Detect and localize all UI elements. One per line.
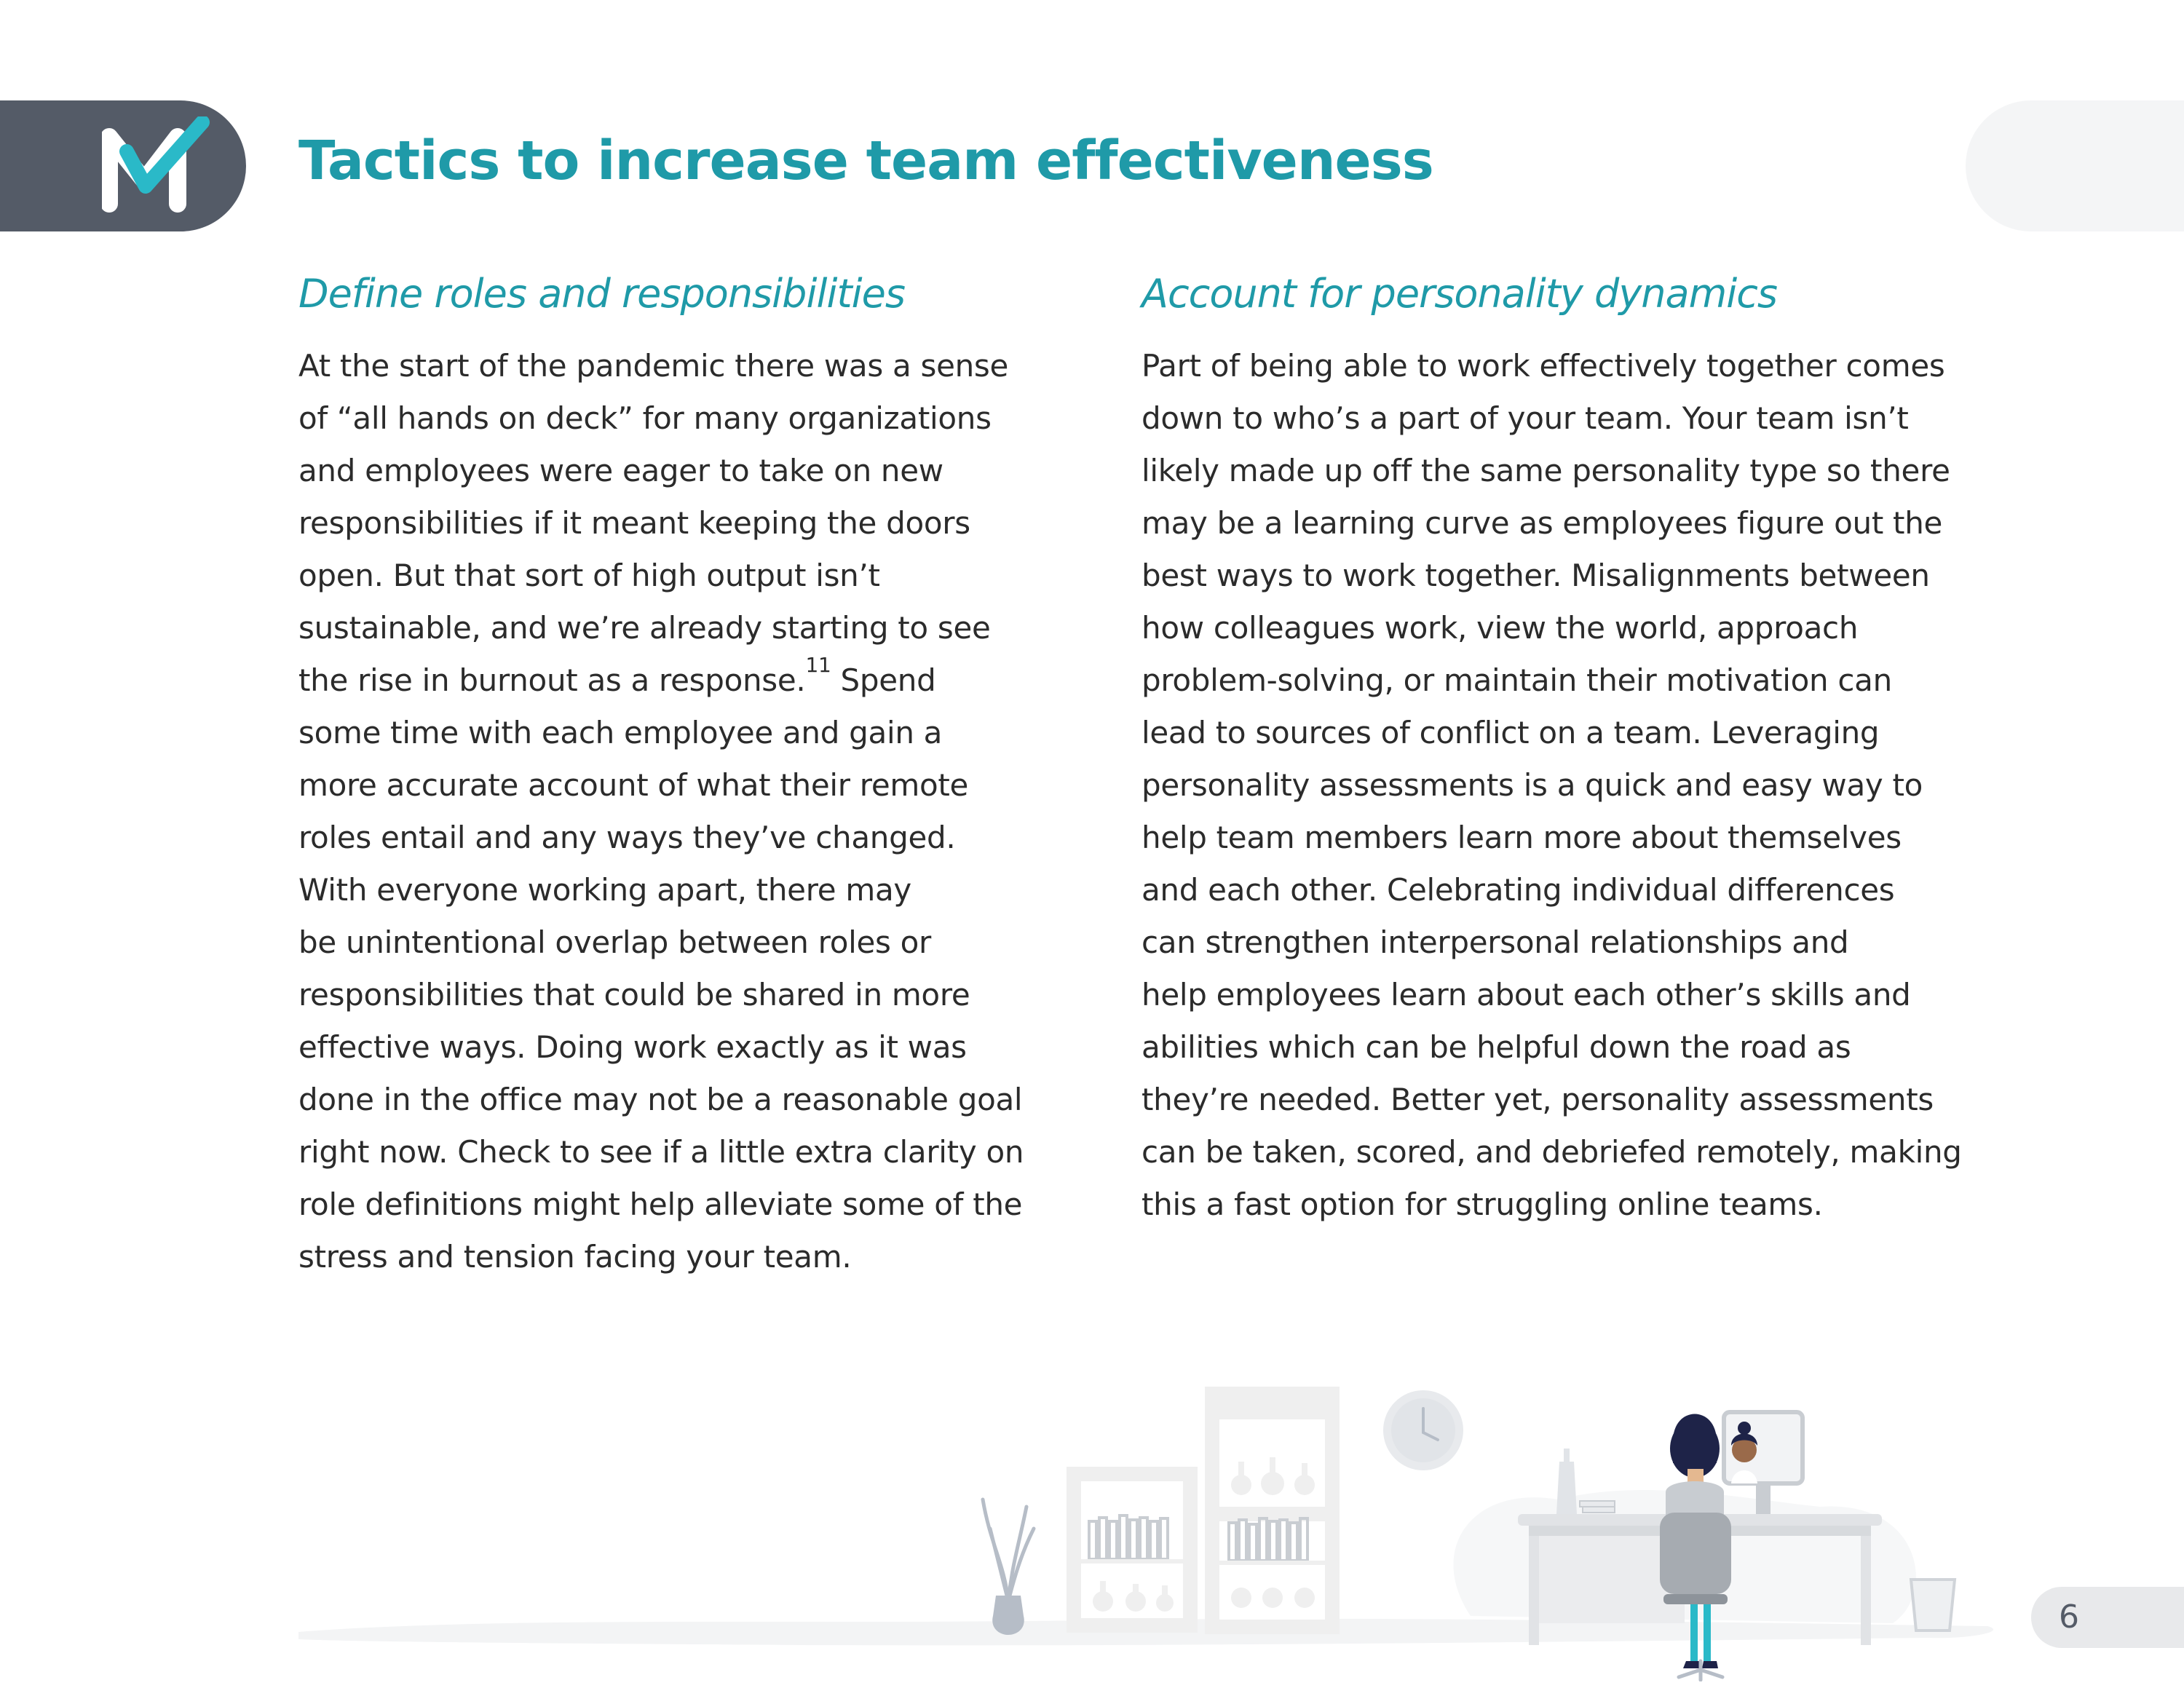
decorative-tab <box>1966 100 2184 231</box>
body-line: Spend <box>831 662 936 698</box>
body-line: how colleagues work, view the world, approach <box>1142 610 1859 646</box>
body-line: they’re needed. Better yet, personality assessments <box>1142 1082 1934 1117</box>
body-line: and each other. Celebrating individual differences <box>1142 872 1895 908</box>
page-number-tab <box>2031 1587 2184 1648</box>
body-line: can strengthen interpersonal relationships and <box>1142 924 1849 960</box>
body-line: responsibilities if it meant keeping the doors <box>298 505 970 541</box>
logo-tab <box>0 100 246 231</box>
body-line: roles entail and any ways they’ve changed. <box>298 820 956 855</box>
body-line: may be a learning curve as employees figure out the <box>1142 505 1943 541</box>
body-line: down to who’s a part of your team. Your team isn’t <box>1142 400 1909 436</box>
vase-plant <box>983 1499 1034 1601</box>
body-line: open. But that sort of high output isn’t <box>298 558 880 593</box>
body-line: effective ways. Doing work exactly as it was <box>298 1029 967 1065</box>
body-line: be unintentional overlap between roles or <box>298 924 932 960</box>
body-line: more accurate account of what their remote <box>298 767 969 803</box>
waste-bin <box>1911 1580 1955 1630</box>
section-heading: Account for personality dynamics <box>1142 271 1778 317</box>
vase <box>992 1596 1024 1635</box>
clock-icon <box>1383 1390 1463 1470</box>
section-personality <box>1142 271 1993 1231</box>
body-line: problem-solving, or maintain their motivation can <box>1142 662 1892 698</box>
body-line: responsibilities that could be shared in more <box>298 977 970 1013</box>
bookshelf-right <box>1205 1387 1340 1634</box>
m-check-logo-icon <box>102 116 211 218</box>
body-line: best ways to work together. Misalignments between <box>1142 558 1930 593</box>
body-line: this a fast option for struggling online teams. <box>1142 1186 1823 1222</box>
body-line: abilities which can be helpful down the road as <box>1142 1029 1851 1065</box>
body-line: right now. Check to see if a little extra clarity on <box>298 1134 1024 1170</box>
body-line: Part of being able to work effectively together comes <box>1142 348 1945 384</box>
body-line: of “all hands on deck” for many organizations <box>298 400 992 436</box>
body-line: likely made up off the same personality type so there <box>1142 453 1950 488</box>
desk-items <box>1556 1449 1615 1514</box>
body-line: help team members learn more about themselves <box>1142 820 1902 855</box>
body-line: stress and tension facing your team. <box>298 1239 852 1275</box>
section-heading: Define roles and responsibilities <box>298 271 906 317</box>
body-line: the rise in burnout as a response. <box>298 662 806 698</box>
body-line: some time with each employee and gain a <box>298 715 943 750</box>
body-line: can be taken, scored, and debriefed remotely, making <box>1142 1134 1962 1170</box>
citation-superscript: 11 <box>805 653 831 677</box>
body-line: With everyone working apart, there may <box>298 872 911 908</box>
page-number: 6 <box>2059 1598 2079 1636</box>
section-body <box>1142 340 1993 1231</box>
bookshelf-left <box>1067 1467 1198 1633</box>
body-line: and employees were eager to take on new <box>298 453 943 488</box>
body-line: done in the office may not be a reasonable goal <box>298 1082 1023 1117</box>
section-body <box>298 340 1063 1283</box>
body-line: sustainable, and we’re already starting to see <box>298 610 991 646</box>
body-line: help employees learn about each other’s skills and <box>1142 977 1911 1013</box>
remote-worker-illustration <box>291 1376 2009 1681</box>
section-roles <box>298 271 1063 1283</box>
body-line: role definitions might help alleviate some of the <box>298 1186 1023 1222</box>
body-line: lead to sources of conflict on a team. Leveraging <box>1142 715 1880 750</box>
body-line: personality assessments is a quick and easy way to <box>1142 767 1923 803</box>
body-line: At the start of the pandemic there was a sense <box>298 348 1009 384</box>
page-title: Tactics to increase team effectiveness <box>298 130 1433 192</box>
